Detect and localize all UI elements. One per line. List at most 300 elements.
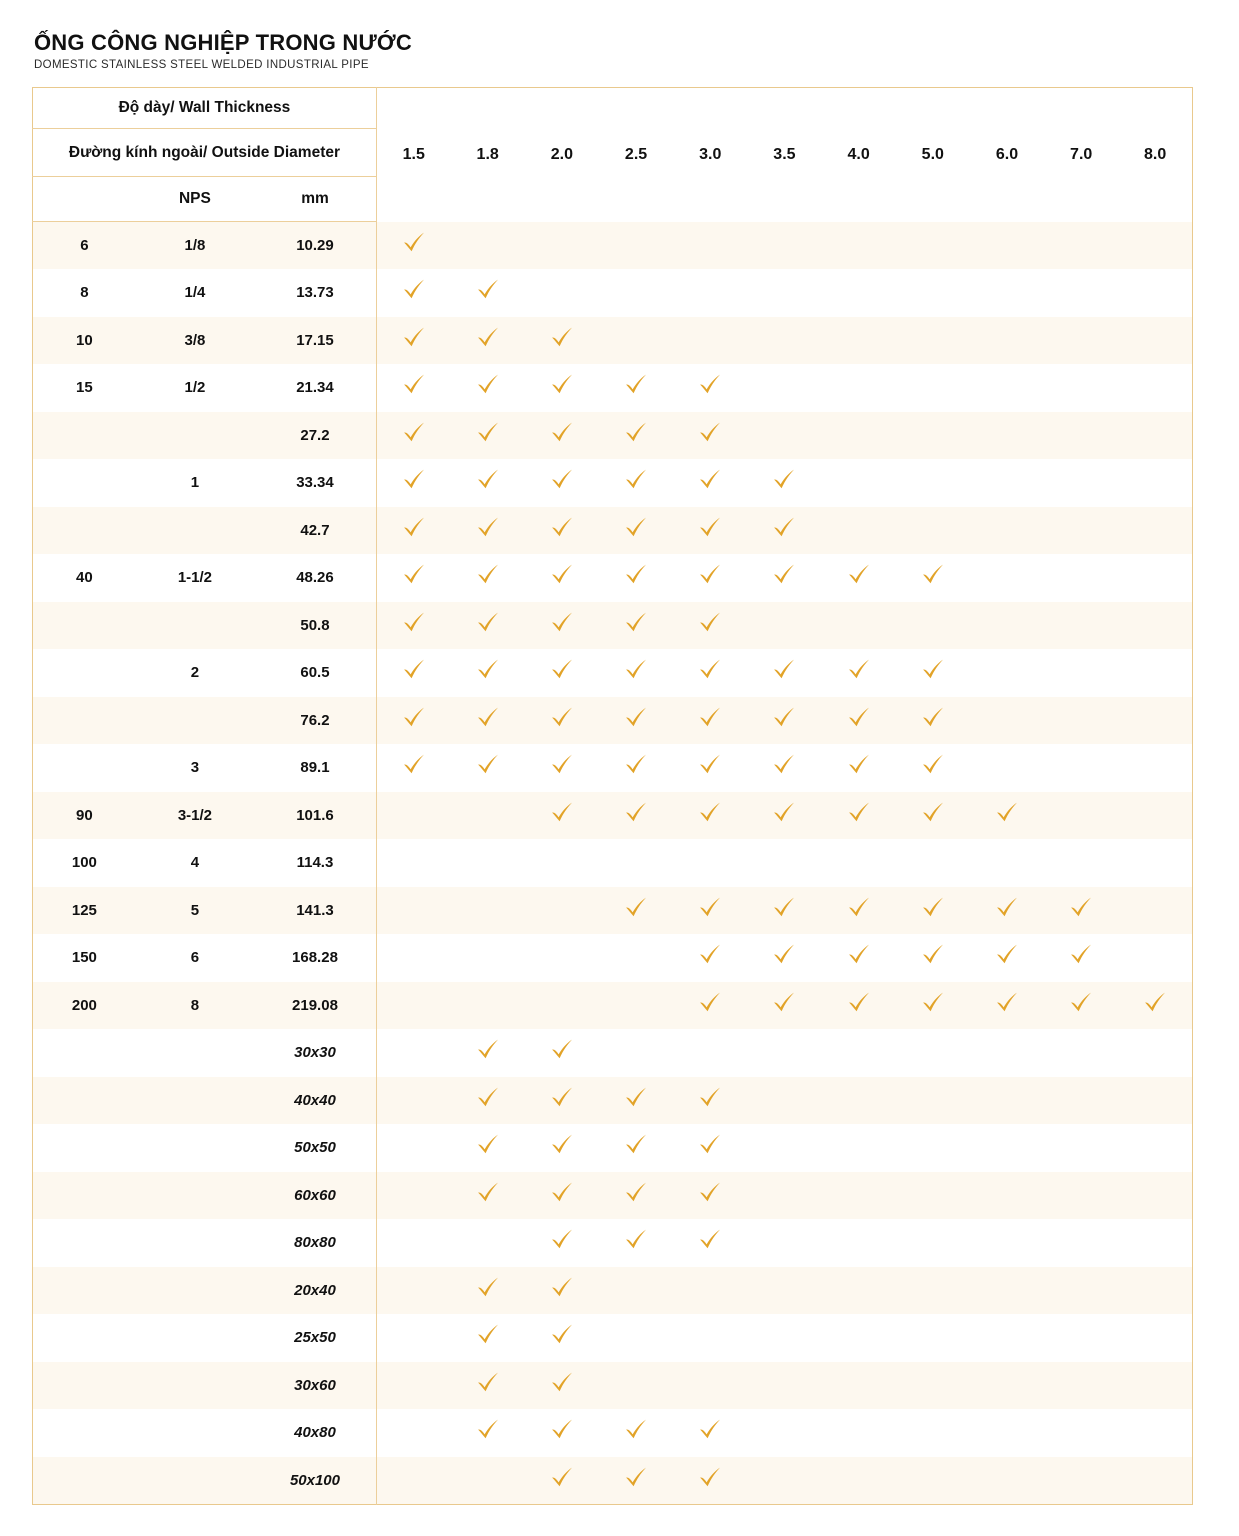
cell-check-empty [376, 1314, 450, 1362]
cell-check-available [451, 459, 525, 507]
blank-cell [771, 847, 797, 873]
cell-check-empty [599, 317, 673, 365]
thickness-col-11: 8.0 [1118, 88, 1192, 222]
blank-cell [846, 1370, 872, 1396]
blank-cell [846, 1180, 872, 1206]
cell-check-empty [1044, 1172, 1118, 1220]
cell-check-empty [1118, 1314, 1192, 1362]
cell-dn: 15 [33, 364, 136, 412]
check-icon [623, 1465, 649, 1491]
blank-cell [623, 990, 649, 1016]
blank-cell [401, 1370, 427, 1396]
cell-check-available [747, 649, 821, 697]
blank-cell [475, 895, 501, 921]
blank-cell [697, 1037, 723, 1063]
check-icon [846, 752, 872, 778]
check-icon [623, 1227, 649, 1253]
cell-check-empty [970, 839, 1044, 887]
check-icon [623, 1180, 649, 1206]
check-icon [401, 420, 427, 446]
cell-check-available [896, 697, 970, 745]
check-icon [549, 467, 575, 493]
table-row [33, 1267, 1193, 1315]
blank-cell [1142, 1417, 1168, 1443]
check-icon [623, 467, 649, 493]
table-row [33, 459, 1193, 507]
page-title-vi: ỐNG CÔNG NGHIỆP TRONG NƯỚC [34, 30, 412, 55]
cell-check-empty [896, 317, 970, 365]
blank-cell [697, 1370, 723, 1396]
cell-check-available [525, 697, 599, 745]
blank-cell [1142, 1180, 1168, 1206]
cell-check-available [1118, 982, 1192, 1030]
check-icon [549, 1417, 575, 1443]
cell-check-available [673, 364, 747, 412]
header-row-wall-thickness [33, 88, 1193, 129]
blank-cell [846, 467, 872, 493]
check-icon [623, 372, 649, 398]
cell-check-empty [1044, 1314, 1118, 1362]
check-icon [549, 1322, 575, 1348]
cell-check-empty [1118, 602, 1192, 650]
blank-cell [994, 420, 1020, 446]
blank-cell [1068, 562, 1094, 588]
check-icon [623, 800, 649, 826]
check-icon [771, 752, 797, 778]
cell-check-empty [599, 1029, 673, 1077]
cell-nps: 8 [136, 982, 254, 1030]
cell-check-empty [1044, 459, 1118, 507]
cell-check-available [673, 1172, 747, 1220]
cell-dn: 100 [33, 839, 136, 887]
check-icon [697, 372, 723, 398]
cell-check-available [525, 1362, 599, 1410]
cell-check-empty [673, 269, 747, 317]
blank-cell [771, 1037, 797, 1063]
blank-cell [846, 515, 872, 541]
cell-check-available [747, 554, 821, 602]
cell-check-available [525, 649, 599, 697]
cell-check-available [599, 602, 673, 650]
check-icon [920, 562, 946, 588]
cell-check-empty [1118, 887, 1192, 935]
cell-nps [136, 1457, 254, 1505]
cell-check-empty [822, 222, 896, 270]
cell-mm: 27.2 [254, 412, 376, 460]
check-icon [697, 515, 723, 541]
check-icon [1068, 990, 1094, 1016]
cell-mm: 30x30 [254, 1029, 376, 1077]
blank-cell [771, 610, 797, 636]
cell-check-available [747, 697, 821, 745]
cell-check-available [822, 697, 896, 745]
blank-cell [549, 942, 575, 968]
table-row [33, 697, 1193, 745]
blank-cell [994, 1132, 1020, 1158]
blank-cell [771, 1132, 797, 1158]
cell-nps: 1/4 [136, 269, 254, 317]
blank-cell [1068, 800, 1094, 826]
cell-check-empty [747, 1267, 821, 1315]
cell-mm: 50.8 [254, 602, 376, 650]
check-icon [623, 895, 649, 921]
cell-check-available [970, 982, 1044, 1030]
thickness-col-1: 1.5 [376, 88, 450, 222]
check-icon [623, 562, 649, 588]
blank-cell [401, 1227, 427, 1253]
blank-cell [920, 1465, 946, 1491]
blank-cell [994, 657, 1020, 683]
cell-check-empty [1044, 792, 1118, 840]
cell-check-empty [376, 1267, 450, 1315]
blank-cell [994, 1180, 1020, 1206]
check-icon [401, 562, 427, 588]
cell-check-empty [896, 602, 970, 650]
cell-check-available [451, 1172, 525, 1220]
cell-check-available [747, 792, 821, 840]
blank-cell [1142, 657, 1168, 683]
cell-check-empty [747, 1077, 821, 1125]
cell-check-available [896, 934, 970, 982]
cell-check-available [822, 792, 896, 840]
cell-check-available [525, 317, 599, 365]
blank-cell [1142, 1465, 1168, 1491]
blank-cell [401, 1465, 427, 1491]
cell-check-empty [1118, 697, 1192, 745]
cell-check-empty [599, 1362, 673, 1410]
cell-check-empty [376, 934, 450, 982]
check-icon [697, 562, 723, 588]
cell-check-empty [970, 1362, 1044, 1410]
cell-check-empty [896, 412, 970, 460]
table-row [33, 982, 1193, 1030]
cell-check-empty [673, 1362, 747, 1410]
cell-check-empty [970, 317, 1044, 365]
blank-cell [994, 1037, 1020, 1063]
cell-check-available [376, 507, 450, 555]
blank-cell [771, 230, 797, 256]
cell-check-empty [747, 1409, 821, 1457]
blank-cell [1142, 1322, 1168, 1348]
check-icon [771, 990, 797, 1016]
blank-cell [1142, 1037, 1168, 1063]
cell-check-available [822, 887, 896, 935]
cell-mm: 48.26 [254, 554, 376, 602]
blank-cell [920, 1180, 946, 1206]
cell-check-available [451, 744, 525, 792]
blank-cell [401, 1180, 427, 1206]
cell-nps [136, 412, 254, 460]
blank-cell [846, 1275, 872, 1301]
blank-cell [623, 1275, 649, 1301]
mm-header-label: mm [254, 177, 376, 222]
blank-cell [920, 610, 946, 636]
cell-check-available [599, 364, 673, 412]
cell-check-available [599, 459, 673, 507]
blank-cell [697, 1322, 723, 1348]
cell-check-empty [599, 934, 673, 982]
cell-check-empty [599, 269, 673, 317]
blank-cell [1142, 705, 1168, 731]
cell-check-available [673, 412, 747, 460]
check-icon [475, 1085, 501, 1111]
page-title-en: DOMESTIC STAINLESS STEEL WELDED INDUSTRIAL PIPE [34, 59, 369, 72]
cell-check-available [525, 1029, 599, 1077]
cell-check-available [896, 982, 970, 1030]
cell-mm: 10.29 [254, 222, 376, 270]
cell-check-available [673, 1409, 747, 1457]
blank-cell [994, 230, 1020, 256]
cell-check-available [525, 364, 599, 412]
cell-check-available [525, 459, 599, 507]
check-icon [697, 1132, 723, 1158]
table-row [33, 839, 1193, 887]
cell-check-empty [822, 839, 896, 887]
check-icon [475, 1322, 501, 1348]
cell-check-empty [451, 1219, 525, 1267]
blank-cell [920, 230, 946, 256]
check-icon [623, 752, 649, 778]
cell-check-empty [896, 1267, 970, 1315]
cell-dn [33, 1029, 136, 1077]
cell-nps [136, 1362, 254, 1410]
cell-check-available [673, 982, 747, 1030]
check-icon [846, 800, 872, 826]
blank-cell [846, 1322, 872, 1348]
cell-check-available [451, 602, 525, 650]
cell-check-empty [1118, 1172, 1192, 1220]
blank-cell [771, 372, 797, 398]
cell-dn [33, 507, 136, 555]
cell-check-empty [747, 1029, 821, 1077]
cell-check-available [376, 602, 450, 650]
cell-check-empty [1118, 507, 1192, 555]
cell-check-empty [673, 1267, 747, 1315]
cell-check-empty [970, 412, 1044, 460]
cell-check-available [599, 1219, 673, 1267]
cell-check-available [599, 792, 673, 840]
cell-dn [33, 744, 136, 792]
cell-mm: 40x80 [254, 1409, 376, 1457]
cell-check-empty [970, 1077, 1044, 1125]
title-block [34, 30, 1191, 73]
blank-cell [401, 1132, 427, 1158]
blank-cell [475, 1227, 501, 1253]
cell-mm: 219.08 [254, 982, 376, 1030]
cell-check-available [525, 554, 599, 602]
cell-check-available [599, 1409, 673, 1457]
check-icon [549, 657, 575, 683]
cell-check-available [525, 412, 599, 460]
blank-cell [475, 847, 501, 873]
cell-check-empty [599, 1267, 673, 1315]
blank-cell [623, 847, 649, 873]
cell-check-available [451, 697, 525, 745]
blank-cell [771, 1227, 797, 1253]
blank-cell [994, 752, 1020, 778]
cell-dn [33, 459, 136, 507]
cell-check-empty [525, 934, 599, 982]
cell-check-empty [1044, 412, 1118, 460]
cell-check-available [747, 982, 821, 1030]
cell-mm: 25x50 [254, 1314, 376, 1362]
check-icon [846, 942, 872, 968]
blank-cell [1068, 1037, 1094, 1063]
cell-check-available [896, 554, 970, 602]
check-icon [920, 800, 946, 826]
check-icon [475, 277, 501, 303]
blank-cell [846, 1465, 872, 1491]
blank-cell [475, 942, 501, 968]
cell-check-empty [1118, 792, 1192, 840]
cell-check-empty [376, 887, 450, 935]
cell-dn [33, 1172, 136, 1220]
blank-cell [697, 325, 723, 351]
cell-mm: 60x60 [254, 1172, 376, 1220]
cell-check-empty [1118, 459, 1192, 507]
table-row [33, 1077, 1193, 1125]
cell-check-empty [970, 507, 1044, 555]
cell-check-empty [1118, 934, 1192, 982]
check-icon [549, 1275, 575, 1301]
cell-check-empty [1118, 412, 1192, 460]
cell-check-available [525, 1219, 599, 1267]
table-row [33, 364, 1193, 412]
cell-check-empty [896, 1219, 970, 1267]
cell-check-available [896, 649, 970, 697]
cell-check-empty [1044, 649, 1118, 697]
cell-nps [136, 602, 254, 650]
cell-check-empty [896, 1314, 970, 1362]
cell-check-available [747, 507, 821, 555]
cell-check-available [599, 1077, 673, 1125]
cell-check-empty [1044, 744, 1118, 792]
blank-cell [1068, 1275, 1094, 1301]
check-icon [401, 515, 427, 541]
thickness-col-10: 7.0 [1044, 88, 1118, 222]
cell-check-empty [1118, 222, 1192, 270]
check-icon [475, 1370, 501, 1396]
blank-cell [920, 420, 946, 446]
cell-dn [33, 412, 136, 460]
cell-check-empty [896, 222, 970, 270]
check-icon [401, 277, 427, 303]
blank-cell [920, 1275, 946, 1301]
cell-check-empty [673, 1029, 747, 1077]
cell-check-available [451, 1029, 525, 1077]
blank-cell [1142, 1370, 1168, 1396]
cell-mm: 114.3 [254, 839, 376, 887]
cell-check-empty [376, 1029, 450, 1077]
cell-mm: 40x40 [254, 1077, 376, 1125]
cell-check-empty [1044, 1219, 1118, 1267]
cell-check-empty [822, 1077, 896, 1125]
blank-cell [623, 942, 649, 968]
cell-check-empty [822, 1362, 896, 1410]
blank-cell [846, 1417, 872, 1443]
blank-cell [697, 230, 723, 256]
check-icon [697, 942, 723, 968]
cell-check-available [896, 792, 970, 840]
check-icon [401, 467, 427, 493]
cell-mm: 33.34 [254, 459, 376, 507]
cell-check-empty [822, 602, 896, 650]
check-icon [475, 325, 501, 351]
check-icon [920, 657, 946, 683]
cell-check-empty [451, 934, 525, 982]
thickness-col-9: 6.0 [970, 88, 1044, 222]
cell-check-empty [970, 1172, 1044, 1220]
cell-check-available [896, 744, 970, 792]
blank-cell [920, 325, 946, 351]
cell-check-empty [970, 1457, 1044, 1505]
cell-nps: 6 [136, 934, 254, 982]
pipe-specification-table [32, 87, 1193, 1505]
blank-cell [623, 277, 649, 303]
cell-mm: 60.5 [254, 649, 376, 697]
blank-cell [1142, 1132, 1168, 1158]
blank-cell [920, 1085, 946, 1111]
cell-check-available [376, 317, 450, 365]
blank-cell [994, 325, 1020, 351]
cell-check-available [451, 507, 525, 555]
cell-check-empty [1118, 1029, 1192, 1077]
cell-check-empty [451, 887, 525, 935]
cell-check-available [673, 697, 747, 745]
blank-cell [1142, 277, 1168, 303]
cell-mm: 30x60 [254, 1362, 376, 1410]
table-row [33, 602, 1193, 650]
cell-check-empty [896, 459, 970, 507]
blank-cell [697, 277, 723, 303]
cell-check-empty [896, 1409, 970, 1457]
cell-check-empty [747, 317, 821, 365]
cell-check-empty [599, 839, 673, 887]
blank-cell [1142, 942, 1168, 968]
blank-cell [1068, 705, 1094, 731]
cell-check-available [451, 1362, 525, 1410]
cell-check-available [376, 697, 450, 745]
cell-check-available [451, 1077, 525, 1125]
cell-check-empty [1044, 317, 1118, 365]
cell-check-empty [1118, 839, 1192, 887]
cell-check-empty [1118, 1219, 1192, 1267]
cell-check-empty [1044, 364, 1118, 412]
cell-check-empty [376, 1124, 450, 1172]
cell-check-empty [451, 792, 525, 840]
cell-check-empty [747, 839, 821, 887]
blank-cell [1068, 1180, 1094, 1206]
blank-cell [1068, 847, 1094, 873]
blank-cell [771, 1180, 797, 1206]
check-icon [549, 610, 575, 636]
cell-check-empty [970, 697, 1044, 745]
blank-cell [549, 230, 575, 256]
cell-nps [136, 1029, 254, 1077]
blank-cell [1068, 515, 1094, 541]
table-row [33, 1124, 1193, 1172]
cell-check-empty [822, 507, 896, 555]
blank-cell [1142, 800, 1168, 826]
cell-check-empty [1118, 1409, 1192, 1457]
cell-check-empty [970, 1409, 1044, 1457]
check-icon [771, 562, 797, 588]
cell-check-available [599, 507, 673, 555]
cell-check-available [451, 317, 525, 365]
cell-check-empty [747, 1457, 821, 1505]
table-row [33, 554, 1193, 602]
blank-cell [697, 1275, 723, 1301]
